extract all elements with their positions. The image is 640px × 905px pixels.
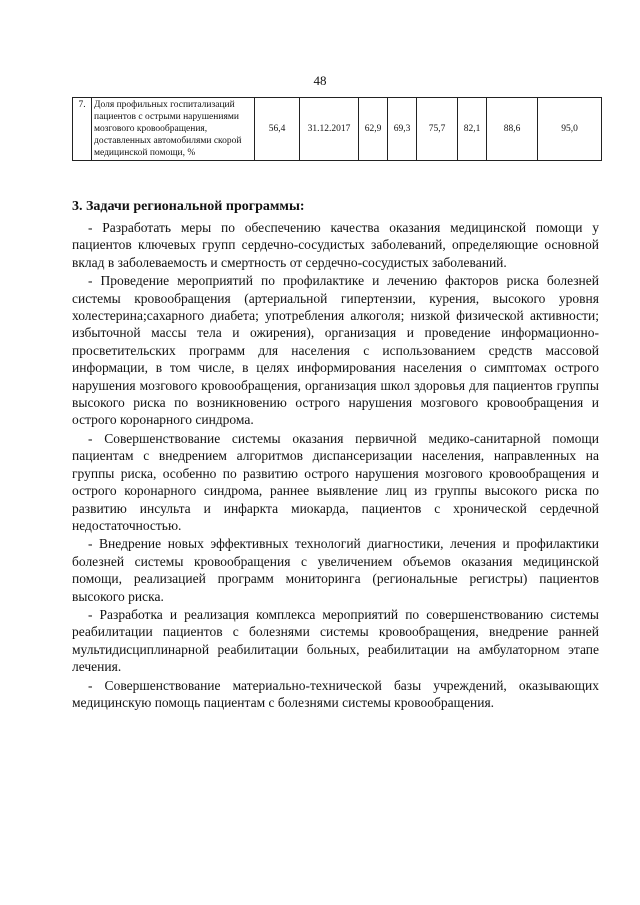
task-paragraph: - Разработка и реализация комплекса мероприятий по совершенствованию системы реабилитации пациентов с болезнями системы кровообращения, внедрение ранней мультидисциплинарной реабилитации больных, реабилитации на амбулаторном этапе лечения. (72, 606, 599, 675)
value-2022: 82,1 (458, 98, 487, 161)
value-2019: 62,9 (359, 98, 388, 161)
table-row (73, 98, 602, 161)
base-date: 31.12.2017 (300, 98, 359, 161)
section-title: 3. Задачи региональной программы: (72, 199, 305, 214)
section-body (72, 219, 599, 712)
indicator-name: Доля профильных госпитализаций пациентов с острыми нарушениями мозгового кровообращения, доставленных автомобилями скорой медицинской помощи, % (92, 98, 255, 161)
page-number: 48 (313, 73, 327, 88)
row-number: 7. (73, 98, 92, 161)
value-2024: 95,0 (538, 98, 602, 161)
base-value: 56,4 (255, 98, 300, 161)
value-2023: 88,6 (487, 98, 538, 161)
task-paragraph: - Проведение мероприятий по профилактике и лечению факторов риска болезней системы кровообращения (артериальной гипертензии, курения, высокого уровня холестерина;сахарного диабета; употребления алкоголя; низкой физической активности; избыточной массы тела и ожирения), организация и проведение информационно-просветительских программ для населения с использованием средств массовой информации, в том числе, в целях информирования населения о симптомах острого нарушения мозгового кровообращения, организация школ здоровья для пациентов группы высокого риска по возникновению острого нарушения мозгового кровообращения и острого коронарного синдрома. (72, 273, 599, 428)
task-paragraph: - Разработать меры по обеспечению качества оказания медицинской помощи у пациентов ключевых групп сердечно-сосудистых заболеваний, определяющие основной вклад в заболеваемость и смертность от сердечно-сосудистых заболеваний. (72, 220, 599, 270)
task-paragraph: - Совершенствование системы оказания первичной медико-санитарной помощи пациентам с внедрением алгоритмов диспансеризации населения, направленных на группы риска, особенно по развитию острого нарушения мозгового кровообращения и острого коронарного синдрома, раннее выявление лиц из группы высокого риска по развитию инсульта и инфаркта миокарда, пациентов с хронической сердечной недостаточностью. (72, 430, 599, 533)
indicator-table (72, 97, 602, 161)
task-paragraph: - Внедрение новых эффективных технологий диагностики, лечения и профилактики болезней системы кровообращения с увеличением объемов оказания медицинской помощи, реализацией программ мониторинга (региональные регистры) пациентов высокого риска. (72, 536, 599, 604)
value-2021: 75,7 (417, 98, 458, 161)
value-2020: 69,3 (388, 98, 417, 161)
task-paragraph: - Совершенствование материально-технической базы учреждений, оказывающих медицинскую помощь пациентам с болезнями системы кровообращения. (72, 677, 599, 710)
